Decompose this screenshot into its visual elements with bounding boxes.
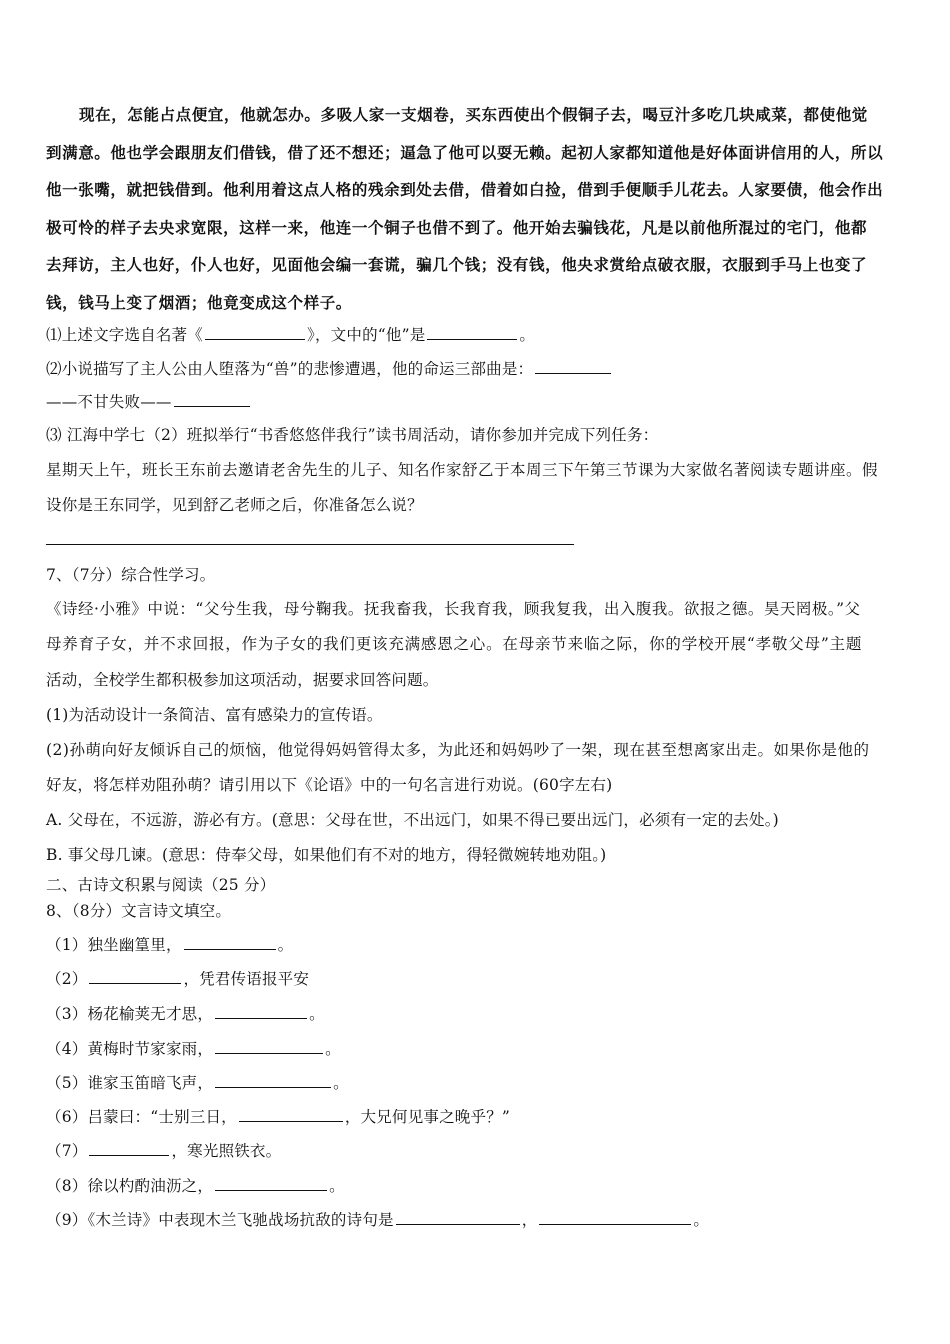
q8-item (46, 967, 309, 990)
q7-subquestion: 好友，将怎样劝阻孙萌？请引用以下《论语》中的一句名言进行劝说。(60字左右) (46, 776, 613, 794)
q8-title: 8、（8分）文言诗文填空。 (46, 902, 232, 920)
q8-item-text: （3）杨花榆荚无才思， (46, 1005, 214, 1023)
q8-item (46, 1139, 281, 1162)
q8-item-text: （9）《木兰诗》中表现木兰飞驰战场抗敌的诗句是 (46, 1211, 394, 1229)
fill-blank[interactable] (215, 1071, 331, 1088)
q7-subquestion: (1)为活动设计一条简洁、富有感染力的宣传语。 (46, 706, 383, 724)
fill-blank[interactable] (89, 967, 181, 984)
q6-part1-text-a: ⑴上述文字选自名著《 (46, 326, 204, 344)
q6-part2-text-b: ——不甘失败—— (46, 393, 172, 411)
q6-part2 (46, 357, 613, 380)
q8-item-text: ，凭君传语报平安 (183, 970, 310, 988)
passage-line: 他一张嘴，就把钱借到。他利用着这点人格的残余到处去借，借着如白捡，借到手便顺手儿花去。人家要债，他会作出 (46, 180, 884, 199)
q8-item-text: 。 (309, 1005, 325, 1023)
q8-item-text: （5）谁家玉笛暗飞声， (46, 1074, 214, 1092)
q8-item-text: 。 (277, 936, 294, 954)
q8-item-text: ， (521, 1211, 538, 1229)
passage-line: 去拜访，主人也好，仆人也好，见面他会编一套谎，骗几个钱；没有钱，他央求赏给点破衣服，衣服到手马上也变了 (46, 255, 868, 274)
q7-option-a: A. 父母在，不远游，游必有方。(意思：父母在世，不出远门，如果不得已要出远门，必须有一定的去处。) (46, 811, 779, 829)
reading-passage (46, 96, 908, 321)
q6-part1-text-c: 。 (519, 326, 536, 344)
passage-line: 到满意。他也学会跟朋友们借钱，借了还不想还；逼急了他可以耍无赖。起初人家都知道他是好体面讲信用的人，所以 (46, 142, 884, 162)
q8-item-text: （7） (46, 1142, 88, 1160)
fill-blank[interactable] (215, 1037, 323, 1054)
q8-item-text: 。 (325, 1040, 341, 1058)
q6-part1 (46, 323, 535, 346)
q6-part3-body: 设你是王东同学，见到舒乙老师之后，你准备怎么说？ (46, 496, 423, 514)
q8-item-text: （2） (46, 970, 88, 988)
q8-item-text: （6）吕蒙曰：“士别三日， (46, 1108, 237, 1126)
fill-blank[interactable] (215, 1002, 307, 1019)
book-title-blank[interactable] (205, 323, 305, 340)
q6-part2-text-a: ⑵小说描写了主人公由人堕落为“兽”的悲惨遭遇，他的命运三部曲是： (46, 360, 534, 378)
fill-blank[interactable] (539, 1208, 691, 1225)
q8-item-text: 。 (693, 1211, 710, 1229)
q6-part1-text-b: 》，文中的“他”是 (307, 326, 426, 344)
q8-item-text: ，寒光照铁衣。 (171, 1142, 282, 1160)
section-heading: 二、古诗文积累与阅读（25 分） (46, 876, 276, 894)
q7-option-b: B. 事父母几谏。(意思：侍奉父母，如果他们有不对的地方，得轻微婉转地劝阻。) (46, 846, 607, 864)
q7-body: 母养育子女，并不求回报，作为子女的我们更该充满感恩之心。在母亲节来临之际，你的学校开展“孝敬父母”主题 (46, 635, 863, 653)
fill-blank[interactable] (89, 1139, 169, 1156)
q8-item-text: 。 (329, 1177, 345, 1195)
q6-part3-body: 星期天上午，班长王东前去邀请老舍先生的儿子、知名作家舒乙于本周三下午第三节课为大家做名著阅读专题讲座。假 (46, 461, 879, 479)
q7-title: 7、（7分）综合性学习。 (46, 566, 216, 584)
q8-item-text: ，大兄何见事之晚乎？” (344, 1108, 511, 1126)
q7-body: 《诗经·小雅》中说：“父兮生我，母兮鞠我。抚我畜我，长我育我，顾我复我，出入腹我。欲报之德。昊天罔极。”父 (46, 600, 861, 618)
q8-item-text: （8）徐以杓酌油沥之， (46, 1177, 214, 1195)
q8-item (46, 1208, 709, 1231)
q8-item (46, 1105, 510, 1128)
q8-item-text: （1）独坐幽篁里， (46, 936, 182, 954)
q8-item-text: 。 (333, 1074, 349, 1092)
fill-blank[interactable] (239, 1105, 343, 1122)
answer-line[interactable] (46, 544, 574, 545)
q8-item (46, 933, 293, 956)
q6-part2-cont (46, 390, 252, 413)
passage-line: 极可怜的样子去央求宽限，这样一来，他连一个铜子也借不到了。他开始去骗钱花，凡是以前他所混过的宅门，他都 (46, 217, 868, 237)
fate-blank-1[interactable] (535, 357, 611, 374)
q8-item (46, 1002, 325, 1025)
character-name-blank[interactable] (427, 323, 517, 340)
q7-body: 活动，全校学生都积极参加这项活动，据要求回答问题。 (46, 671, 439, 689)
fill-blank[interactable] (396, 1208, 520, 1225)
q8-item (46, 1037, 341, 1060)
q7-subquestion: (2)孙萌向好友倾诉自己的烦恼，他觉得妈妈管得太多，为此还和妈妈吵了一架，现在甚至想离家出走。如果你是他的 (46, 741, 870, 759)
fate-blank-2[interactable] (174, 390, 250, 407)
q8-item (46, 1071, 349, 1094)
q6-part3: ⑶ 江海中学七（2）班拟举行“书香悠悠伴我行”读书周活动，请你参加并完成下列任务： (46, 426, 659, 444)
fill-blank[interactable] (215, 1174, 327, 1191)
passage-line: 钱，钱马上变了烟酒；他竟变成这个样子。 (46, 292, 352, 312)
passage-line: 现在，怎能占点便宜，他就怎办。多吸人家一支烟卷，买东西使出个假铜子去，喝豆汁多吃几块咸菜，都使他觉 (79, 105, 868, 124)
q8-item (46, 1174, 345, 1197)
fill-blank[interactable] (184, 933, 276, 950)
q8-item-text: （4）黄梅时节家家雨， (46, 1040, 214, 1058)
